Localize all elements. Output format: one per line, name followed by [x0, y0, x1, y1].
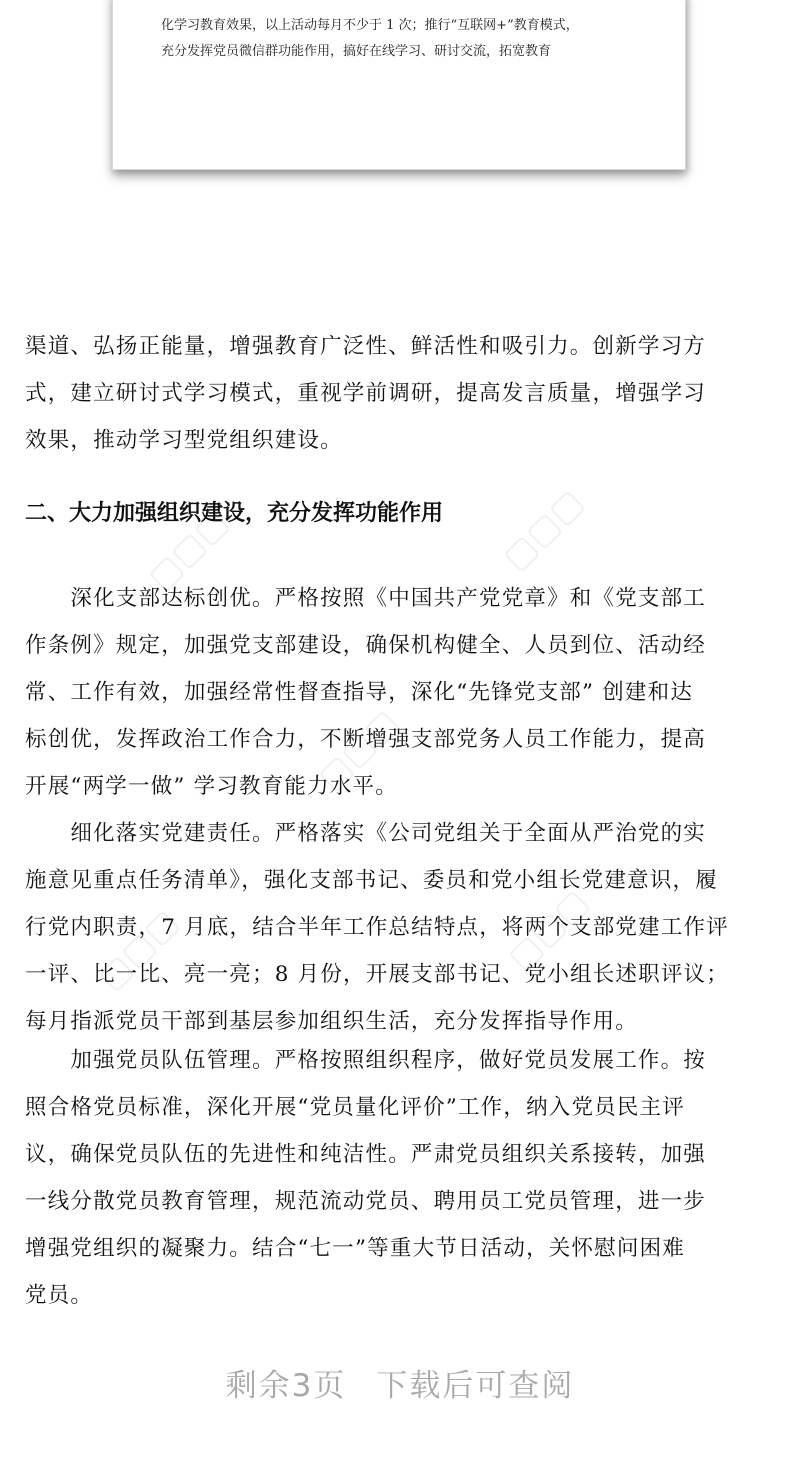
preview-line: 化学习教育效果，以上活动每月不少于 1 次；推行“互联网+”教育模式， [161, 18, 579, 33]
text-line: 渠道、弘扬正能量，增强教育广泛性、鲜活性和吸引力。创新学习方 [25, 334, 707, 359]
watermark-icon: ▢▢▢ [309, 701, 407, 799]
watermark-icon: ▢▢▢ [139, 501, 237, 599]
text-line: 式，建立研讨式学习模式，重视学前调研，提高发言质量，增强学习 [25, 381, 707, 406]
text-line: 一评、比一比、亮一亮；8 月份，开展支部书记、党小组长述职评议； [25, 962, 729, 987]
paragraph-2 [25, 810, 777, 1045]
text-line: 效果，推动学习型党组织建设。 [25, 428, 343, 453]
section-heading: 二、大力加强组织建设，充分发挥功能作用 [25, 501, 444, 526]
paragraph-3 [25, 1037, 777, 1319]
text-line: 细化落实党建责任。严格落实《公司党组关于全面从严治党的实 [25, 821, 707, 846]
watermark-icon: ▢▢▢ [494, 481, 592, 579]
preview-line: 充分发挥党员微信群功能作用，搞好在线学习、研讨交流，拓宽教育 [161, 44, 552, 59]
text-line: 加强党员队伍管理。严格按照组织程序，做好党员发展工作。按 [25, 1048, 707, 1073]
text-line: 标创优，发挥政治工作合力，不断增强支部党务人员工作能力，提高 [25, 727, 707, 752]
text-line: 开展“两学一做” 学习教育能力水平。 [25, 774, 398, 799]
watermark-icon: ▢▢▢ [89, 901, 187, 999]
text-line: 议，确保党员队伍的先进性和纯洁性。严肃党员组织关系接转，加强 [25, 1142, 707, 1167]
preview-text [161, 13, 641, 65]
text-line: 施意见重点任务清单》，强化支部书记、委员和党小组长党建意识，履 [25, 868, 718, 893]
text-line: 照合格党员标准，深化开展“党员量化评价”工作，纳入党员民主评 [25, 1095, 685, 1120]
section1-text [25, 323, 777, 464]
text-line: 增强党组织的凝聚力。结合“七一”等重大节日活动，关怀慰问困难 [25, 1236, 685, 1261]
download-to-view-text[interactable]: 下载后可查阅 [376, 1368, 575, 1404]
remaining-pages-text: 剩余3页 [225, 1368, 347, 1404]
paragraph-1 [25, 575, 777, 810]
document-preview-card [112, 0, 686, 170]
text-line: 行党内职责，7 月底，结合半年工作总结特点，将两个支部党建工作评 [25, 915, 729, 940]
text-line: 常、工作有效，加强经常性督查指导，深化“先锋党支部” 创建和达 [25, 680, 694, 705]
text-line: 一线分散党员教育管理，规范流动党员、聘用员工党员管理，进一步 [25, 1189, 707, 1214]
text-line: 党员。 [25, 1283, 94, 1308]
text-line: 深化支部达标创优。严格按照《中国共产党党章》和《党支部工 [25, 586, 707, 611]
download-prompt[interactable] [0, 1360, 800, 1405]
text-line: 每月指派党员干部到基层参加组织生活，充分发挥指导作用。 [25, 1009, 638, 1034]
watermark-icon: ▢▢▢ [499, 881, 597, 979]
text-line: 作条例》规定，加强党支部建设，确保机构健全、人员到位、活动经 [25, 633, 707, 658]
